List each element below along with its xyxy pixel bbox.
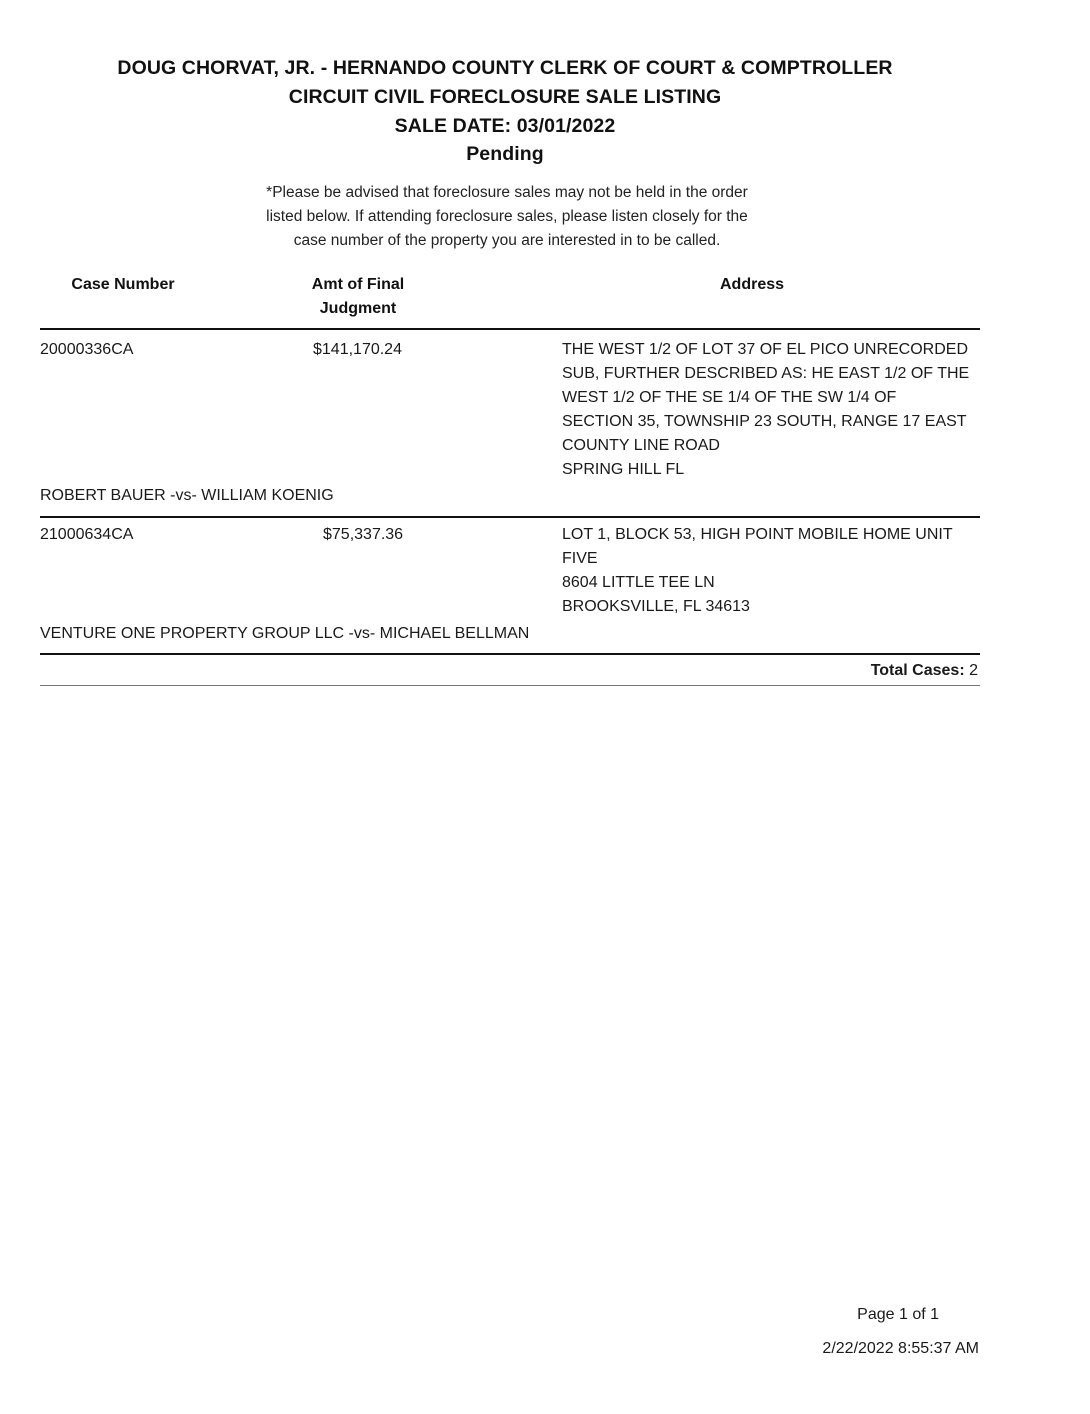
- address-line: SECTION 35, TOWNSHIP 23 SOUTH, RANGE 17 EAST: [562, 413, 967, 430]
- totals-divider: [40, 653, 980, 655]
- total-cases-value: 2: [969, 662, 978, 679]
- column-header-amount-line2: Judgment: [319, 300, 397, 317]
- column-header-case-number: Case Number: [71, 276, 175, 293]
- address-line: LOT 1, BLOCK 53, HIGH POINT MOBILE HOME UNIT: [562, 526, 953, 543]
- column-header-address: Address: [719, 276, 785, 293]
- address-line: WEST 1/2 OF THE SE 1/4 OF THE SW 1/4 OF: [562, 389, 897, 406]
- address-line: SUB, FURTHER DESCRIBED AS: HE EAST 1/2 OF THE: [562, 365, 970, 382]
- address-line: 8604 LITTLE TEE LN: [562, 574, 715, 591]
- column-header-amount: [283, 273, 433, 321]
- case-parties: VENTURE ONE PROPERTY GROUP LLC -vs- MICHAEL BELLMAN: [40, 625, 530, 642]
- address-line: THE WEST 1/2 OF LOT 37 OF EL PICO UNRECORDED: [562, 341, 969, 358]
- report-title: DOUG CHORVAT, JR. - HERNANDO COUNTY CLERK OF COURT & COMPTROLLER: [117, 57, 893, 79]
- notice-line: *Please be advised that foreclosure sales may not be held in the order: [266, 184, 748, 201]
- totals-bottom-rule: [40, 685, 980, 686]
- print-timestamp: 2/22/2022 8:55:37 AM: [822, 1340, 979, 1357]
- address-line: COUNTY LINE ROAD: [562, 437, 720, 454]
- total-cases-label: Total Cases:: [870, 662, 965, 679]
- sale-date: SALE DATE: 03/01/2022: [394, 115, 616, 137]
- property-address: [562, 523, 992, 619]
- address-line: FIVE: [562, 550, 598, 567]
- notice-line: case number of the property you are interested in to be called.: [293, 232, 721, 249]
- notice-line: listed below. If attending foreclosure sales, please listen closely for the: [266, 208, 748, 225]
- address-line: SPRING HILL FL: [562, 461, 685, 478]
- address-line: BROOKSVILLE, FL 34613: [562, 598, 750, 615]
- row-divider: [40, 516, 980, 518]
- total-cases: [871, 659, 978, 683]
- property-address: [562, 338, 992, 482]
- judgment-amount: $141,170.24: [313, 341, 402, 358]
- case-parties: ROBERT BAUER -vs- WILLIAM KOENIG: [40, 487, 334, 504]
- judgment-amount: $75,337.36: [323, 526, 404, 543]
- page-number: Page 1 of 1: [857, 1306, 939, 1323]
- case-number: 20000336CA: [40, 341, 134, 358]
- case-number: 21000634CA: [40, 526, 134, 543]
- column-header-amount-line1: Amt of Final: [311, 276, 405, 293]
- header-divider: [40, 328, 980, 330]
- sale-status: Pending: [466, 143, 544, 165]
- report-subtitle: CIRCUIT CIVIL FORECLOSURE SALE LISTING: [288, 86, 722, 108]
